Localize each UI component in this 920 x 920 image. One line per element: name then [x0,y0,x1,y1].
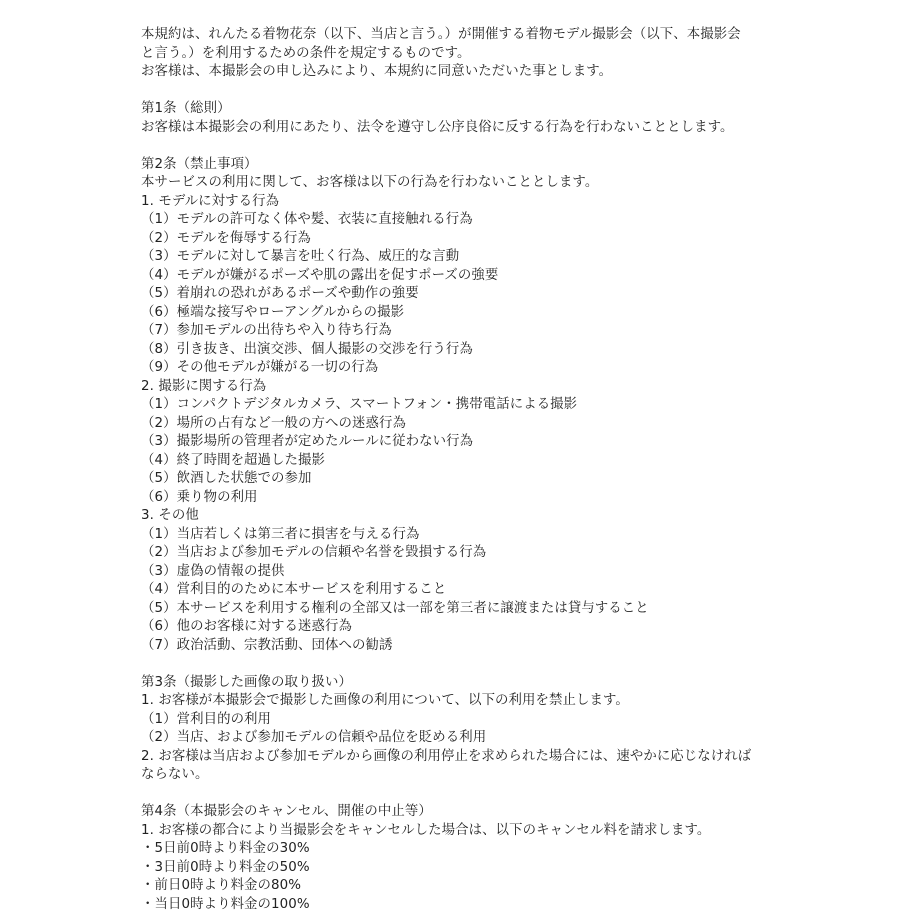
article-1-title: 第1条（総則） [141,101,231,116]
article-3-point-2: 2. お客様は当店および参加モデルから画像の利用停止を求められた場合には、速やかに応じなければ [141,748,752,764]
list-item: （1）コンパクトデジタルカメラ、スマートフォン・携帯電話による撮影 [141,397,578,412]
spacer [141,785,791,804]
section-heading: 3. その他 [141,508,199,523]
section-heading: 2. 撮影に関する行為 [141,378,267,394]
section-heading: 1. モデルに対する行為 [141,193,280,209]
list-item: （3）モデルに対して暴言を吐く行為、威圧的な言動 [141,249,460,264]
list-item: （3）撮影場所の管理者が定めたルールに従わない行為 [141,434,474,449]
fee-item: ・前日0時より料金の80% [141,878,302,893]
spacer [141,655,791,674]
fee-item: ・当日0時より料金の100% [141,896,310,912]
article-3-title: 第3条（撮影した画像の取り扱い） [141,674,352,690]
list-item: （6）乗り物の利用 [141,489,258,505]
intro-line: お客様は、本撮影会の申し込みにより、本規約に同意いただいた事とします。 [141,64,613,79]
article-4-point-1: 1. お客様の都合により当撮影会をキャンセルした場合は、以下のキャンセル料を請求します。 [141,822,711,838]
list-item: （1）当店若しくは第三者に損害を与える行為 [141,526,420,542]
list-item: （5）飲酒した状態での参加 [141,471,312,486]
list-item: （2）当店および参加モデルの信頼や名誉を毀損する行為 [141,545,487,560]
list-item: （1）営利目的の利用 [141,711,272,727]
terms-document [141,26,791,914]
list-item: （4）終了時間を超過した撮影 [141,452,325,468]
article-3-point-1: 1. お客様が本撮影会で撮影した画像の利用について、以下の利用を禁止します。 [141,693,629,708]
spacer [141,82,791,101]
list-item: （6）極端な接写やローアングルからの撮影 [141,304,405,320]
list-item: （5）着崩れの恐れがあるポーズや動作の強要 [141,286,419,301]
list-item: （2）当店、および参加モデルの信頼や品位を貶める利用 [141,730,487,745]
article-4-title: 第4条（本撮影会のキャンセル、開催の中止等） [141,804,432,819]
fee-item: ・3日前0時より料金の50% [141,859,310,875]
article-3-point-2-cont: ならない。 [141,767,209,782]
intro-line: 本規約は、れんたる着物花奈（以下、当店と言う。）が開催する着物モデル撮影会（以下、本撮影会 [141,27,741,42]
list-item: （7）政治活動、宗教活動、団体への勧誘 [141,637,393,653]
article-1-body: お客様は本撮影会の利用にあたり、法令を遵守し公序良俗に反する行為を行わないこととします。 [141,119,734,135]
list-item: （2）モデルを侮辱する行為 [141,230,311,246]
list-item: （5）本サービスを利用する権利の全部又は一部を第三者に譲渡または貸与すること [141,600,649,616]
list-item: （8）引き抜き、出演交渉、個人撮影の交渉を行う行為 [141,341,473,357]
article-2-lead: 本サービスの利用に関して、お客様は以下の行為を行わないこととします。 [141,175,599,190]
list-item: （3）虚偽の情報の提供 [141,563,285,579]
spacer [141,137,791,156]
article-2-title: 第2条（禁止事項） [141,156,258,172]
list-item: （9）その他モデルが嫌がる一切の行為 [141,360,379,375]
intro-line: と言う。）を利用するための条件を規定するものです。 [141,45,471,61]
list-item: （6）他のお客様に対する迷惑行為 [141,619,352,634]
list-item: （4）営利目的のために本サービスを利用すること [141,582,447,597]
list-item: （1）モデルの許可なく体や髪、衣装に直接触れる行為 [141,212,473,227]
list-item: （4）モデルが嫌がるポーズや肌の露出を促すポーズの強要 [141,267,499,283]
list-item: （2）場所の占有など一般の方への迷惑行為 [141,415,406,431]
list-item: （7）参加モデルの出待ちや入り待ち行為 [141,323,392,338]
fee-item: ・5日前0時より料金の30% [141,841,310,856]
